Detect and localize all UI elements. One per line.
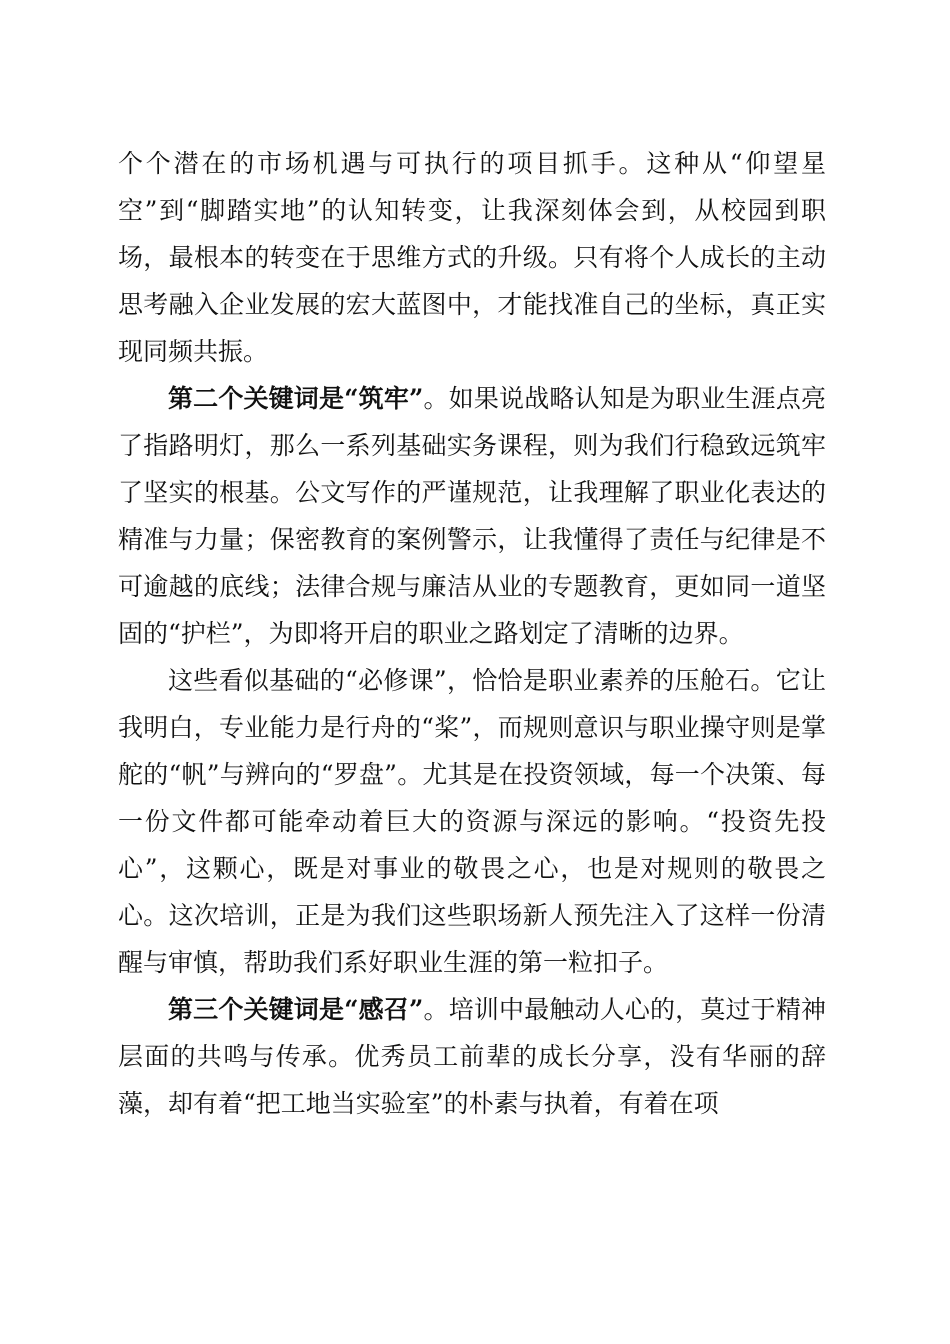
paragraph-basics [118, 657, 826, 986]
keyword-heading: 第二个关键词是“筑牢” [168, 384, 424, 413]
paragraph-keyword-three [118, 986, 826, 1127]
paragraph-keyword-two [118, 375, 826, 657]
paragraph-continuation [118, 140, 826, 375]
paragraph-text: 这些看似基础的“必修课”，恰恰是职业素养的压舱石。它让我明白，专业能力是行舟的“桨”，而规则意识与职业操守则是掌舵的“帆”与辨向的“罗盘”。尤其是在投资领域，每一个决策、每一份文件都可能牵动着巨大的资源与深远的影响。“投资先投心”，这颗心，既是对事业的敬畏之心，也是对规则的敬畏之心。这次培训，正是为我们这些职场新人预先注入了这样一份清醒与审慎，帮助我们系好职业生涯的第一粒扣子。 [118, 666, 826, 977]
keyword-heading: 第三个关键词是“感召” [168, 995, 424, 1024]
paragraph-text: 。如果说战略认知是为职业生涯点亮了指路明灯，那么一系列基础实务课程，则为我们行稳致远筑牢了坚实的根基。公文写作的严谨规范，让我理解了职业化表达的精准与力量；保密教育的案例警示，让我懂得了责任与纪律是不可逾越的底线；法律合规与廉洁从业的专题教育，更如同一道坚固的“护栏”，为即将开启的职业之路划定了清晰的边界。 [118, 384, 826, 648]
paragraph-text: 个个潜在的市场机遇与可执行的项目抓手。这种从“仰望星空”到“脚踏实地”的认知转变，让我深刻体会到，从校园到职场，最根本的转变在于思维方式的升级。只有将个人成长的主动思考融入企业发展的宏大蓝图中，才能找准自己的坐标，真正实现同频共振。 [118, 149, 826, 366]
document-body [118, 140, 826, 1127]
paragraph-text: 。培训中最触动人心的，莫过于精神层面的共鸣与传承。优秀员工前辈的成长分享，没有华丽的辞藻，却有着“把工地当实验室”的朴素与执着，有着在项 [118, 995, 826, 1118]
